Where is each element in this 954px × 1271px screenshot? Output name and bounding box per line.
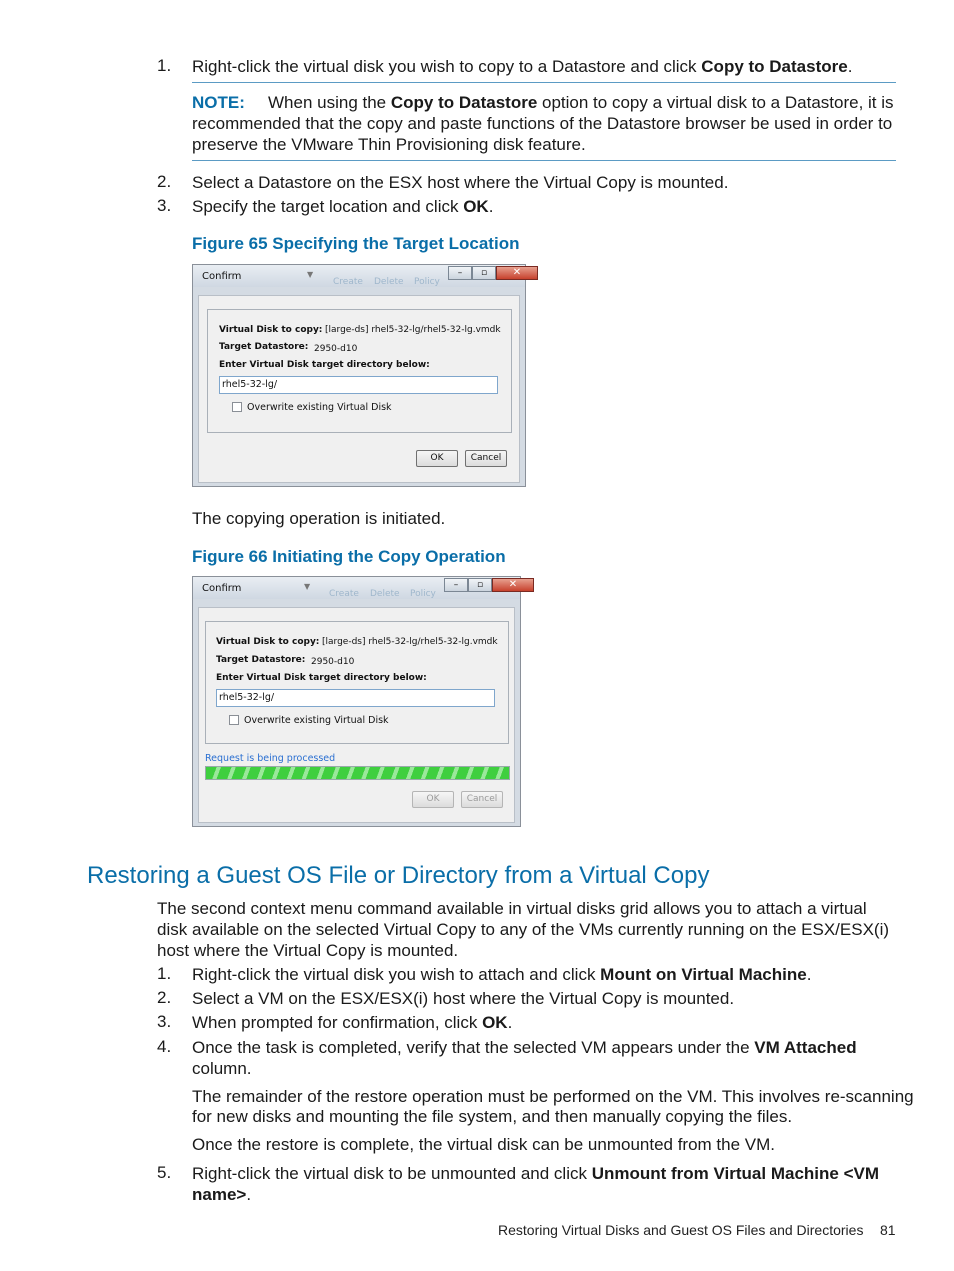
step-number: 4. [157, 1037, 172, 1056]
target-directory-input[interactable]: rhel5-32-lg/ [219, 376, 498, 394]
step-command: VM Attached [754, 1038, 857, 1057]
intro-line-3: host where the Virtual Copy is mounted. [157, 941, 459, 960]
step-command: Unmount from Virtual Machine <VM [591, 1164, 880, 1183]
maximize-icon[interactable]: ▫ [468, 578, 492, 592]
step-number: 3. [157, 196, 172, 215]
copy-initiated-text: The copying operation is initiated. [192, 509, 446, 528]
dialog-body [198, 295, 520, 483]
step-number: 3. [157, 1012, 172, 1031]
step-punct: . [488, 197, 494, 216]
status-text: Request is being processed [205, 753, 336, 764]
datastore-value: 2950-d10 [311, 657, 355, 667]
cancel-button[interactable]: Cancel [465, 450, 507, 467]
overwrite-checkbox[interactable] [232, 402, 242, 412]
cancel-button[interactable]: Cancel [461, 791, 503, 808]
ghost-menu-delete: Delete [370, 589, 400, 599]
ok-button[interactable]: OK [412, 791, 454, 808]
maximize-icon[interactable]: ▫ [472, 266, 496, 280]
overwrite-label: Overwrite existing Virtual Disk [244, 715, 389, 726]
confirm-dialog-figure-65 [192, 264, 526, 487]
note-text: When using the [268, 93, 391, 112]
note-label: NOTE: [192, 93, 245, 112]
ghost-menu-create: Create [333, 277, 363, 287]
restore-step-4 [192, 1037, 857, 1058]
step-number: 2. [157, 172, 172, 191]
step-punct: . [246, 1185, 252, 1204]
step-1-text [192, 56, 852, 77]
intro-line-1: The second context menu command available in virtual disks grid allows you to attach a virtual [157, 899, 867, 918]
window-controls [448, 266, 538, 281]
overwrite-checkbox[interactable] [229, 715, 239, 725]
step-command: OK [463, 197, 489, 216]
note-text: option to copy a virtual disk to a Datastore, it is [537, 93, 894, 112]
dialog-title: Confirm [202, 583, 242, 594]
step-punct: . [507, 1013, 513, 1032]
note-command: Copy to Datastore [390, 93, 538, 112]
step-text: Once the task is completed, verify that the selected VM appears under the [192, 1038, 755, 1057]
restore-step-1 [192, 964, 811, 985]
note-bottom-rule [192, 160, 896, 161]
step-text: Specify the target location and click [192, 197, 464, 216]
restore-step-5-cont [192, 1184, 251, 1205]
step-text: Right-click the virtual disk you wish to attach and click [192, 965, 601, 984]
chevron-down-icon: ▼ [304, 582, 311, 591]
disk-label: Virtual Disk to copy: [219, 325, 323, 335]
step-command: OK [482, 1013, 508, 1032]
restore-step-4-cont: column. [192, 1059, 252, 1078]
remainder-line-1: The remainder of the restore operation must be performed on the VM. This involves re-scanning [192, 1087, 914, 1106]
disk-value: [large-ds] rhel5-32-lg/rhel5-32-lg.vmdk [325, 325, 501, 335]
step-number: 5. [157, 1163, 172, 1182]
ok-button[interactable]: OK [416, 450, 458, 467]
note-line-3: preserve the VMware Thin Provisioning disk feature. [192, 135, 586, 154]
restore-step-5 [192, 1163, 879, 1184]
step-punct: . [847, 57, 853, 76]
page-number: 81 [880, 1222, 896, 1238]
dir-label: Enter Virtual Disk target directory below: [219, 360, 430, 370]
note-line-1 [268, 92, 894, 113]
target-directory-input[interactable]: rhel5-32-lg/ [216, 689, 495, 707]
step-3-text [192, 196, 493, 217]
disk-label: Virtual Disk to copy: [216, 637, 320, 647]
intro-line-2: disk available on the selected Virtual Copy to any of the VMs currently running on the ESX/ESX(i) [157, 920, 890, 939]
dialog-title: Confirm [202, 271, 242, 282]
step-text: When prompted for confirmation, click [192, 1013, 483, 1032]
datastore-label: Target Datastore: [219, 342, 309, 352]
ghost-menu-create: Create [329, 589, 359, 599]
step-text: Right-click the virtual disk to be unmounted and click [192, 1164, 592, 1183]
window-controls [444, 578, 534, 593]
dialog-body [198, 607, 515, 823]
once-restore-text: Once the restore is complete, the virtual disk can be unmounted from the VM. [192, 1135, 776, 1154]
step-punct: . [806, 965, 812, 984]
confirm-dialog-figure-66 [192, 576, 521, 827]
ghost-menu-policy: Policy [414, 277, 440, 287]
section-heading: Restoring a Guest OS File or Directory from a Virtual Copy [87, 862, 710, 889]
figure-66-caption: Figure 66 Initiating the Copy Operation [192, 547, 506, 566]
datastore-value: 2950-d10 [314, 344, 358, 354]
step-number: 2. [157, 988, 172, 1007]
copy-details-group [207, 309, 512, 433]
step-command: name> [192, 1185, 247, 1204]
ghost-menu-policy: Policy [410, 589, 436, 599]
ghost-menu-delete: Delete [374, 277, 404, 287]
minimize-icon[interactable]: – [448, 266, 472, 280]
step-command: Copy to Datastore [701, 57, 848, 76]
note-line-2: recommended that the copy and paste functions of the Datastore browser be used in order to [192, 114, 893, 133]
step-command: Mount on Virtual Machine [600, 965, 807, 984]
progress-bar [205, 766, 510, 780]
figure-65-caption: Figure 65 Specifying the Target Location [192, 234, 520, 253]
note-top-rule [192, 82, 896, 83]
remainder-line-2: for new disks and mounting the file system, and then manually copying the files. [192, 1107, 793, 1126]
restore-step-3 [192, 1012, 512, 1033]
overwrite-label: Overwrite existing Virtual Disk [247, 402, 392, 413]
disk-value: [large-ds] rhel5-32-lg/rhel5-32-lg.vmdk [322, 637, 498, 647]
step-text: Right-click the virtual disk you wish to copy to a Datastore and click [192, 57, 702, 76]
step-number: 1. [157, 56, 172, 75]
restore-step-2: Select a VM on the ESX/ESX(i) host where the Virtual Copy is mounted. [192, 989, 735, 1008]
minimize-icon[interactable]: – [444, 578, 468, 592]
copy-details-group [205, 621, 509, 744]
datastore-label: Target Datastore: [216, 655, 306, 665]
footer-title: Restoring Virtual Disks and Guest OS Files and Directories [498, 1222, 864, 1238]
close-icon[interactable]: ✕ [492, 578, 534, 592]
step-2-text: Select a Datastore on the ESX host where the Virtual Copy is mounted. [192, 173, 729, 192]
close-icon[interactable]: ✕ [496, 266, 538, 280]
dir-label: Enter Virtual Disk target directory below: [216, 673, 427, 683]
step-number: 1. [157, 964, 172, 983]
chevron-down-icon: ▼ [307, 270, 314, 279]
